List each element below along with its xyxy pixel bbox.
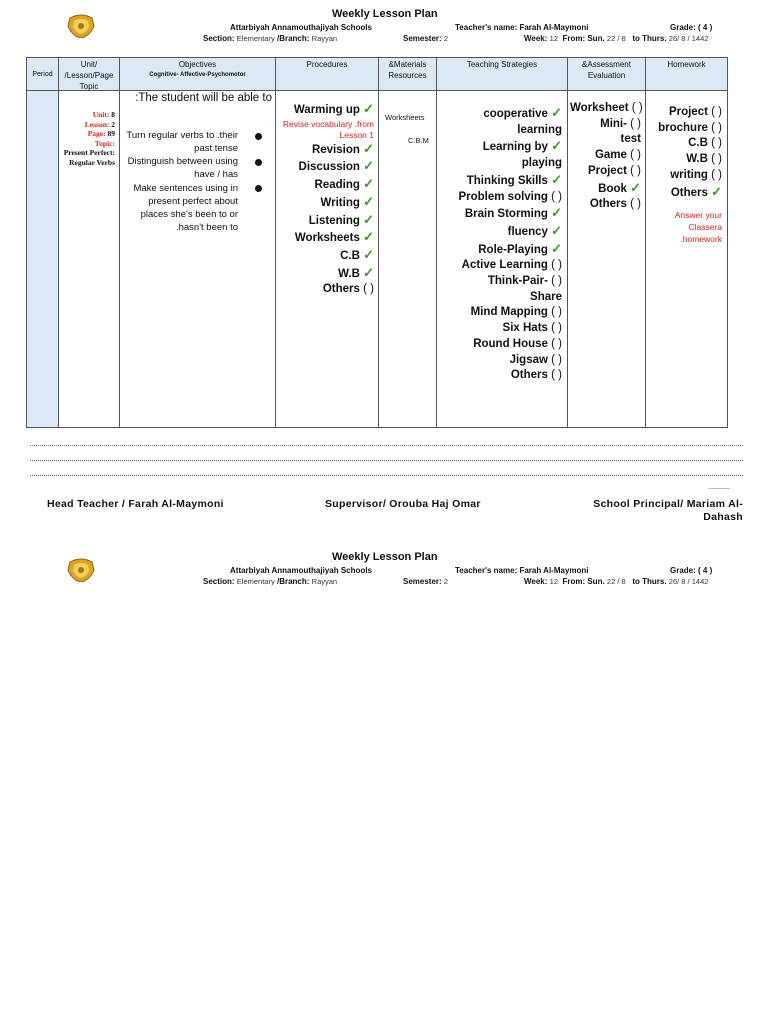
empty-mark: ( ) bbox=[711, 168, 722, 181]
empty-mark: ( ) bbox=[630, 198, 641, 211]
check-icon: ✓ bbox=[551, 205, 562, 221]
strategy-label: Round House bbox=[473, 337, 548, 350]
procedure-item bbox=[279, 158, 374, 176]
strategy-label: Thinking Skills bbox=[466, 174, 548, 187]
strategy-label: Share bbox=[530, 290, 562, 303]
semester: Semester: 2 bbox=[403, 34, 449, 43]
assessment-label: Project bbox=[587, 164, 627, 177]
procedure-item bbox=[279, 212, 374, 230]
homework-item bbox=[649, 136, 722, 152]
section-line: Section: Elementary /Branch: Rayyan bbox=[203, 577, 338, 586]
empty-mark: ( ) bbox=[631, 102, 643, 114]
material-item: C.B.M bbox=[408, 136, 429, 145]
homework-item bbox=[649, 121, 722, 137]
bullet-icon bbox=[255, 133, 262, 140]
strategy-label: Six Hats bbox=[502, 322, 548, 335]
assessment-label: Others bbox=[589, 198, 627, 211]
procedure-item bbox=[279, 141, 374, 159]
strategy-label: Learning by bbox=[482, 141, 548, 154]
assessment-item bbox=[570, 180, 641, 198]
assessment-item bbox=[570, 197, 641, 213]
procedure-item bbox=[279, 194, 374, 212]
grid-line bbox=[378, 57, 379, 428]
procedure-label: Writing bbox=[320, 196, 360, 209]
strategy-label: cooperative bbox=[483, 108, 548, 120]
strategy-item bbox=[440, 223, 562, 241]
col-period: Period bbox=[26, 57, 59, 91]
procedure-label: Discussion bbox=[298, 161, 360, 174]
check-icon: ✓ bbox=[363, 176, 374, 192]
objective-item: Make sentences using in present perfect about places she's been to or .hasn't been to bbox=[133, 183, 238, 233]
empty-mark: ( ) bbox=[711, 137, 722, 150]
empty-mark: ( ) bbox=[551, 306, 562, 319]
teacher-name: Teacher's name: Farah Al-Maymoni bbox=[455, 566, 589, 575]
col-unit: Unit/ /Lesson/Page Topic bbox=[58, 57, 120, 91]
grid-line bbox=[275, 57, 276, 428]
procedure-item bbox=[279, 265, 374, 283]
teacher-name: Teacher's name: Farah Al-Maymoni bbox=[455, 23, 589, 32]
homework-list bbox=[649, 105, 722, 245]
empty-mark: ( ) bbox=[711, 153, 722, 166]
check-icon: ✓ bbox=[363, 101, 374, 116]
check-icon: ✓ bbox=[363, 193, 374, 209]
check-icon: ✓ bbox=[551, 138, 562, 154]
strategy-label: Mind Mapping bbox=[470, 306, 548, 319]
homework-label: writing bbox=[670, 168, 708, 181]
check-icon: ✓ bbox=[551, 105, 562, 120]
homework-label: Project bbox=[668, 106, 708, 118]
empty-mark: ( ) bbox=[551, 275, 562, 288]
check-icon: ✓ bbox=[363, 246, 374, 262]
grid-line bbox=[436, 57, 437, 428]
strategy-item bbox=[440, 123, 562, 139]
strategy-item bbox=[440, 190, 562, 206]
semester: Semester: 2 bbox=[403, 577, 449, 586]
procedure-item bbox=[279, 229, 374, 247]
assessment-item bbox=[570, 164, 641, 180]
objectives-lead: :The student will be able to bbox=[135, 92, 272, 104]
assessment-label: Book bbox=[598, 182, 627, 195]
assessment-label: Worksheet bbox=[570, 102, 629, 114]
col-objectives: Objectives Cognitive- Affective-Psychomotor bbox=[119, 57, 276, 91]
unit-info: Unit: 8 Lesson: 2 Page: 89 Topic: Present Perfect: Regular Verbs bbox=[63, 110, 115, 167]
head-teacher-signature: Head Teacher / Farah Al-Maymoni bbox=[47, 498, 224, 510]
empty-mark: ( ) bbox=[551, 353, 562, 366]
grid-line bbox=[119, 57, 120, 428]
signature-dashes: ----------- bbox=[708, 486, 730, 492]
empty-mark: ( ) bbox=[711, 106, 722, 118]
strategy-item bbox=[440, 241, 562, 259]
check-icon: ✓ bbox=[363, 140, 374, 156]
week-range: Week: 12 From: Sun. 22 / 8 to Thurs. 26/ 8 / 1442 bbox=[524, 577, 709, 586]
col-materials: &Materials Resources bbox=[378, 57, 437, 91]
strategy-label: Role-Playing bbox=[478, 243, 548, 256]
procedure-item bbox=[279, 282, 374, 298]
strategy-item bbox=[440, 368, 562, 384]
grid-line bbox=[567, 57, 568, 428]
school-crest-icon bbox=[66, 556, 96, 582]
procedures-list bbox=[279, 101, 374, 298]
note-line bbox=[30, 445, 743, 446]
assessment-item bbox=[570, 117, 641, 133]
strategy-item bbox=[440, 105, 562, 123]
procedure-item bbox=[279, 247, 374, 265]
procedure-label: Listening bbox=[308, 214, 360, 227]
col-teaching: Teaching Strategies bbox=[436, 57, 568, 91]
strategy-item bbox=[440, 274, 562, 290]
section-line: Section: Elementary /Branch: Rayyan bbox=[203, 34, 338, 43]
school-name: Attarbiyah Annamouthajiyah Schools bbox=[230, 566, 372, 575]
assessment-item bbox=[570, 101, 641, 117]
assessment-label: test bbox=[620, 133, 641, 146]
assessment-list bbox=[570, 101, 641, 213]
procedures-note: Revise vocabulary .from Lesson 1 bbox=[282, 118, 374, 140]
empty-mark: ( ) bbox=[711, 121, 722, 134]
page-title: Weekly Lesson Plan bbox=[332, 551, 438, 563]
check-icon: ✓ bbox=[551, 222, 562, 238]
grade: Grade: ( 4 ) bbox=[670, 566, 713, 575]
grid-line bbox=[26, 427, 728, 428]
objective-item: Turn regular verbs to .their past tense bbox=[126, 130, 238, 154]
empty-mark: ( ) bbox=[551, 190, 562, 203]
strategy-item bbox=[440, 321, 562, 337]
homework-item bbox=[649, 152, 722, 168]
grid-line bbox=[645, 57, 646, 428]
strategy-label: Problem solving bbox=[458, 190, 548, 203]
assessment-label: Game bbox=[594, 149, 627, 162]
warming-up-label: Warming up bbox=[293, 104, 360, 116]
procedure-label: Revision bbox=[311, 143, 360, 156]
empty-mark: ( ) bbox=[551, 259, 562, 272]
procedure-label: Reading bbox=[314, 179, 360, 192]
strategy-label: fluency bbox=[507, 225, 548, 238]
note-line bbox=[30, 475, 743, 476]
check-icon: ✓ bbox=[551, 240, 562, 256]
col-homework: Homework bbox=[645, 57, 728, 91]
note-line bbox=[30, 460, 743, 461]
procedure-label: Worksheets bbox=[294, 232, 360, 245]
strategy-item bbox=[440, 205, 562, 223]
teaching-strategies-list bbox=[440, 105, 562, 384]
strategy-item bbox=[440, 353, 562, 369]
strategy-item bbox=[440, 305, 562, 321]
objective-item: Distinguish between using have / has bbox=[127, 156, 238, 180]
material-item: Worksheets bbox=[385, 113, 425, 122]
empty-mark: ( ) bbox=[630, 149, 641, 162]
grid-line bbox=[58, 57, 59, 428]
homework-note: Answer your Classera .homework bbox=[674, 210, 722, 245]
strategy-item bbox=[440, 138, 562, 156]
check-icon: ✓ bbox=[363, 158, 374, 174]
homework-label: W.B bbox=[686, 153, 708, 166]
check-icon: ✓ bbox=[711, 183, 722, 199]
assessment-item bbox=[570, 148, 641, 164]
page-title: Weekly Lesson Plan bbox=[332, 8, 438, 20]
empty-mark: ( ) bbox=[630, 117, 641, 130]
grade: Grade: ( 4 ) bbox=[670, 23, 713, 32]
homework-label: C.B bbox=[688, 137, 708, 150]
check-icon: ✓ bbox=[551, 171, 562, 187]
strategy-label: Think-Pair- bbox=[487, 275, 548, 288]
strategy-item bbox=[440, 156, 562, 172]
strategy-label: Others bbox=[510, 369, 548, 382]
check-icon: ✓ bbox=[363, 211, 374, 227]
empty-mark: ( ) bbox=[551, 337, 562, 350]
assessment-item bbox=[570, 132, 641, 148]
homework-label: Others bbox=[670, 186, 708, 199]
period-cell bbox=[27, 91, 58, 428]
homework-label: brochure bbox=[658, 121, 708, 134]
check-icon: ✓ bbox=[363, 229, 374, 245]
check-icon: ✓ bbox=[363, 264, 374, 280]
strategy-item bbox=[440, 258, 562, 274]
homework-item bbox=[649, 184, 722, 202]
strategy-label: learning bbox=[517, 123, 562, 136]
school-crest-icon bbox=[66, 12, 96, 38]
empty-mark: ( ) bbox=[551, 322, 562, 335]
procedure-label: Others bbox=[322, 283, 360, 296]
week-range: Week: 12 From: Sun. 22 / 8 to Thurs. 26/ 8 / 1442 bbox=[524, 34, 709, 43]
col-procedures: Procedures bbox=[275, 57, 379, 91]
procedure-label: C.B bbox=[340, 249, 360, 262]
strategy-item bbox=[440, 290, 562, 306]
bullet-icon bbox=[255, 185, 262, 192]
check-icon: ✓ bbox=[630, 179, 641, 195]
strategy-label: Brain Storming bbox=[464, 208, 548, 221]
principal-signature: School Principal/ Mariam Al-Dahash bbox=[593, 498, 743, 523]
col-assessment: &Assessment Evaluation bbox=[567, 57, 646, 91]
supervisor-signature: Supervisor/ Orouba Haj Omar bbox=[325, 498, 481, 510]
strategy-label: playing bbox=[521, 157, 562, 170]
assessment-label: Mini- bbox=[600, 117, 627, 130]
homework-item bbox=[649, 105, 722, 121]
grid-line bbox=[727, 57, 728, 428]
school-name: Attarbiyah Annamouthajiyah Schools bbox=[230, 23, 372, 32]
grid-line bbox=[26, 57, 27, 428]
homework-item bbox=[649, 168, 722, 184]
empty-mark: ( ) bbox=[363, 283, 374, 296]
strategy-label: Jigsaw bbox=[509, 353, 548, 366]
procedure-label: W.B bbox=[338, 267, 360, 280]
empty-mark: ( ) bbox=[551, 369, 562, 382]
bullet-icon bbox=[255, 159, 262, 166]
empty-mark: ( ) bbox=[630, 164, 641, 177]
strategy-label: Active Learning bbox=[461, 259, 548, 272]
strategy-item bbox=[440, 337, 562, 353]
strategy-item bbox=[440, 172, 562, 190]
procedure-item bbox=[279, 176, 374, 194]
